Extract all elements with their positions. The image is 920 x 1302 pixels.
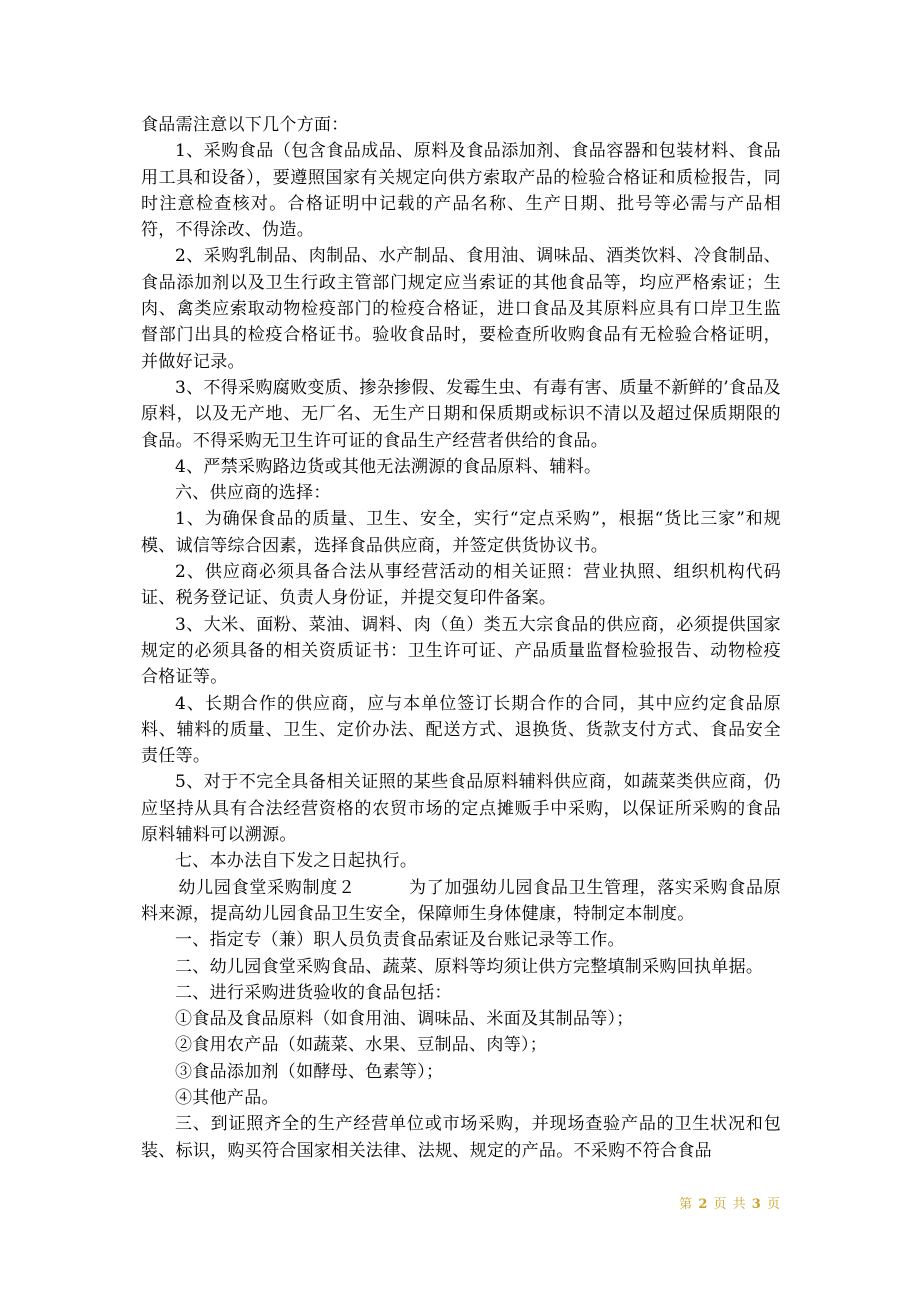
page-number-footer (679, 1193, 781, 1212)
list-item: ①食品及食品原料（如食用油、调味品、米面及其制品等）； (175, 1009, 634, 1030)
section-heading: 六、供应商的选择： (175, 483, 331, 504)
footer-prefix: 第 (679, 1197, 694, 1212)
paragraph: 4、长期合作的供应商，应与本单位签订长期合作的合同，其中应约定食品原料、辅料的质量、卫生、定价办法、配送方式、退换货、货款支付方式、食品安全责任等。 (141, 693, 781, 767)
section-heading: 七、本办法自下发之日起执行。 (175, 851, 418, 872)
paragraph: 2、采购乳制品、肉制品、水产制品、食用油、调味品、酒类饮料、冷食制品、食品添加剂以及卫生行政主管部门规定应当索证的其他食品等，均应严格索证；生肉、禽类应索取动物检疫部门的检疫合格证，进口食品及其原料应具有口岸卫生监督部门出具的检疫合格证书。验收食品时，要检查所收购食品有无检验合格证明，并做好记录。 (141, 246, 781, 372)
footer-suffix: 页 (766, 1197, 781, 1212)
current-page-number: 2 (698, 1197, 709, 1212)
list-item: ②食用农产品（如蔬菜、水果、豆制品、肉等）； (175, 1035, 548, 1056)
total-page-count: 3 (751, 1197, 762, 1212)
paragraph: 二、幼儿园食堂采购食品、蔬菜、原料等均须让供方完整填制采购回执单据。 (175, 956, 764, 977)
paragraph: 1、采购食品（包含食品成品、原料及食品添加剂、食品容器和包装材料、食品用工具和设备），要遵照国家有关规定向供方索取产品的检验合格证和质检报告，同时注意检查核对。合格证明中记载的产品名称、生产日期、批号等必需与产品相符，不得涂改、伪造。 (141, 141, 781, 241)
footer-middle: 页 共 (713, 1197, 747, 1212)
paragraph: 5、对于不完全具备相关证照的某些食品原料辅料供应商，如蔬菜类供应商，仍应坚持从具有合法经营资格的农贸市场的定点摊贩手中采购，以保证所采购的食品原料辅料可以溯源。 (141, 772, 781, 846)
paragraph: 一、指定专（兼）职人员负责食品索证及台账记录等工作。 (175, 930, 625, 951)
document-title-paragraph: 幼儿园食堂采购制度２ 为了加强幼儿园食品卫生管理，落实采购食品原料来源，提高幼儿园食品卫生安全，保障师生身体健康，特制定本制度。 (141, 877, 781, 924)
paragraph: 二、进行采购进货验收的食品包括： (175, 982, 452, 1003)
paragraph: 3、大米、面粉、菜油、调料、肉（鱼）类五大宗食品的供应商，必须提供国家规定的必须具备的相关资质证书：卫生许可证、产品质量监督检验报告、动物检疫合格证等。 (141, 614, 781, 688)
list-item: ④其他产品。 (175, 1087, 279, 1108)
paragraph: 食品需注意以下几个方面： (141, 115, 349, 135)
paragraph: 1、为确保食品的质量、卫生、安全，实行“定点采购”，根据“货比三家”和规模、诚信等综合因素，选择食品供应商，并签定供货协议书。 (141, 509, 781, 556)
list-item: ③食品添加剂（如酵母、色素等）； (175, 1061, 444, 1082)
paragraph: 2、供应商必须具备合法从事经营活动的相关证照：营业执照、组织机构代码证、税务登记证、负责人身份证，并提交复印件备案。 (141, 562, 781, 609)
paragraph: 4、严禁采购路边货或其他无法溯源的食品原料、辅料。 (175, 456, 602, 477)
paragraph: 三、到证照齐全的生产经营单位或市场采购，并现场查验产品的卫生状况和包装、标识，购买符合国家相关法律、法规、规定的产品。不采购不符合食品 (141, 1114, 781, 1161)
document-body (141, 112, 781, 1164)
paragraph: 3、不得采购腐败变质、掺杂掺假、发霉生虫、有毒有害、质量不新鲜的’食品及原料，以及无产地、无厂名、无生产日期和保质期或标识不清以及超过保质期限的食品。不得采购无卫生许可证的食品生产经营者供给的食品。 (141, 377, 781, 451)
